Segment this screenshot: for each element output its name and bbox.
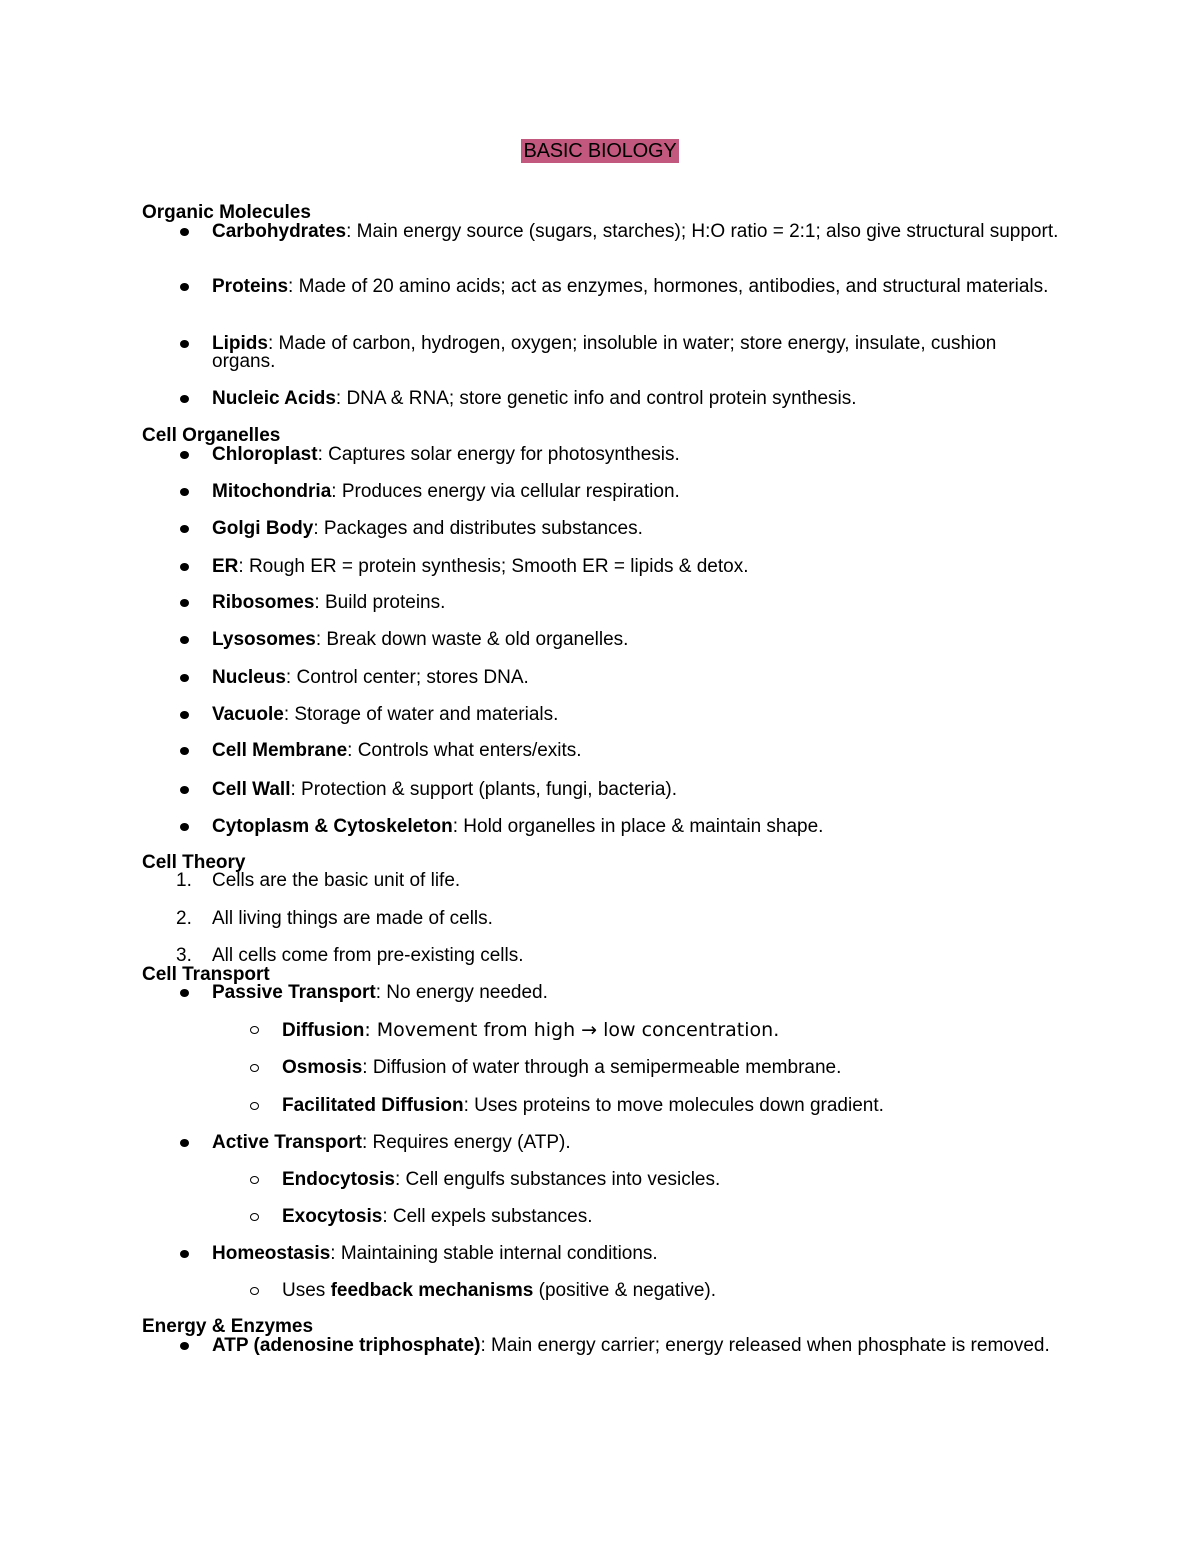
bullet-icon: [176, 223, 200, 241]
definition: : Movement from high → low concentration.: [364, 1019, 780, 1041]
definition: : Cell expels substances.: [382, 1206, 593, 1227]
sub-item-endocytosis: [282, 1171, 1062, 1189]
list-item-proteins: [212, 278, 1062, 296]
term: Carbohydrates: [212, 221, 347, 242]
definition: : Diffusion of water through a semipermeable membrane.: [362, 1057, 842, 1078]
bullet-icon: [176, 594, 200, 612]
term: Active Transport: [212, 1132, 362, 1153]
circle-bullet-icon: [246, 1097, 270, 1115]
definition: : Control center; stores DNA.: [285, 667, 529, 688]
list-item-homeostasis: [212, 1245, 1062, 1263]
list-item-lipids: [212, 335, 1062, 371]
bullet-icon: [176, 278, 200, 296]
term: Chloroplast: [212, 444, 318, 465]
definition: : Captures solar energy for photosynthesis.: [317, 444, 680, 465]
bullet-icon: [176, 742, 200, 760]
list-number: 1.: [176, 870, 192, 891]
bullet-icon: [176, 390, 200, 408]
definition: : Made of carbon, hydrogen, oxygen; insoluble in water; store energy, insulate, cushion organs.: [212, 333, 997, 372]
term: Nucleus: [212, 667, 286, 688]
list-item-active-transport: [212, 1134, 1062, 1152]
definition: : Produces energy via cellular respiration.: [331, 481, 680, 502]
definition: : Rough ER = protein synthesis; Smooth ER = lipids & detox.: [238, 556, 749, 577]
term: Facilitated Diffusion: [282, 1095, 464, 1116]
term: feedback mechanisms: [330, 1280, 534, 1301]
definition: : Main energy source (sugars, starches); H:O ratio = 2:1; also give structural support.: [346, 221, 1059, 242]
bullet-icon: [176, 1337, 200, 1355]
numbered-item-1: [176, 870, 1062, 891]
list-item-cell-membrane: [212, 742, 1062, 760]
list-item-nucleic-acids: [212, 390, 1062, 408]
heading-cell-transport: Cell Transport: [142, 964, 270, 985]
list-item-cytoplasm-cytoskeleton: [212, 818, 1062, 836]
list-item-cell-wall: [212, 781, 1062, 799]
definition: : Controls what enters/exits.: [347, 740, 582, 761]
term: Vacuole: [212, 704, 284, 725]
definition: : Break down waste & old organelles.: [315, 629, 629, 650]
circle-bullet-icon: [246, 1021, 270, 1039]
bullet-icon: [176, 483, 200, 501]
term: ER: [212, 556, 239, 577]
term: Passive Transport: [212, 982, 376, 1003]
bullet-icon: [176, 984, 200, 1002]
list-item-lysosomes: [212, 631, 1062, 649]
term: Proteins: [212, 276, 289, 297]
term: Osmosis: [282, 1057, 363, 1078]
bullet-icon: [176, 631, 200, 649]
list-item-nucleus: [212, 669, 1062, 687]
list-item-er: [212, 558, 1062, 576]
bullet-icon: [176, 520, 200, 538]
definition: : Cell engulfs substances into vesicles.: [394, 1169, 721, 1190]
definition: : Maintaining stable internal conditions.: [330, 1243, 658, 1264]
circle-bullet-icon: [246, 1282, 270, 1300]
term: Endocytosis: [282, 1169, 395, 1190]
list-item-vacuole: [212, 706, 1062, 724]
circle-bullet-icon: [246, 1171, 270, 1189]
list-item-golgi-body: [212, 520, 1062, 538]
sub-item-feedback-mechanisms: [282, 1282, 1062, 1300]
title-wrap: [0, 139, 1200, 163]
definition: : Main energy carrier; energy released when phosphate is removed.: [480, 1335, 1050, 1356]
bullet-icon: [176, 1245, 200, 1263]
numbered-item-3: [176, 945, 1062, 966]
sub-item-diffusion: [282, 1021, 1062, 1040]
definition: : Requires energy (ATP).: [361, 1132, 571, 1153]
definition: : DNA & RNA; store genetic info and control protein synthesis.: [335, 388, 857, 409]
list-number: 2.: [176, 908, 192, 929]
numbered-item-2: [176, 908, 1062, 929]
term: Cytoplasm & Cytoskeleton: [212, 816, 453, 837]
definition: (positive & negative).: [533, 1280, 717, 1301]
heading-organic-molecules: Organic Molecules: [142, 202, 311, 223]
sub-item-facilitated-diffusion: [282, 1097, 1062, 1115]
list-item-atp: [212, 1337, 1062, 1355]
bullet-icon: [176, 446, 200, 464]
term: ATP (adenosine triphosphate): [212, 1335, 481, 1356]
item-text: All cells come from pre-existing cells.: [212, 945, 524, 966]
term: Exocytosis: [282, 1206, 383, 1227]
definition: : Protection & support (plants, fungi, bacteria).: [290, 779, 678, 800]
list-number: 3.: [176, 945, 192, 966]
bullet-icon: [176, 781, 200, 799]
term: Nucleic Acids: [212, 388, 336, 409]
bullet-icon: [176, 558, 200, 576]
term: Mitochondria: [212, 481, 332, 502]
list-item-passive-transport: [212, 984, 1062, 1002]
list-item-chloroplast: [212, 446, 1062, 464]
definition: : Made of 20 amino acids; act as enzymes, hormones, antibodies, and structural materials.: [288, 276, 1049, 297]
item-text: All living things are made of cells.: [212, 908, 493, 929]
document-title: BASIC BIOLOGY: [523, 140, 677, 162]
term: Cell Membrane: [212, 740, 348, 761]
sub-item-osmosis: [282, 1059, 1062, 1077]
term: Homeostasis: [212, 1243, 331, 1264]
definition: : No energy needed.: [375, 982, 548, 1003]
circle-bullet-icon: [246, 1208, 270, 1226]
bullet-icon: [176, 818, 200, 836]
list-item-mitochondria: [212, 483, 1062, 501]
circle-bullet-icon: [246, 1059, 270, 1077]
definition: : Hold organelles in place & maintain shape.: [452, 816, 824, 837]
term: Diffusion: [282, 1020, 365, 1041]
sub-item-exocytosis: [282, 1208, 1062, 1226]
list-item-ribosomes: [212, 594, 1062, 612]
bullet-icon: [176, 669, 200, 687]
term: Golgi Body: [212, 518, 314, 539]
prefix: Uses: [282, 1280, 331, 1301]
bullet-icon: [176, 1134, 200, 1152]
item-text: Cells are the basic unit of life.: [212, 870, 461, 891]
list-item-carbohydrates: [212, 223, 1062, 241]
definition: : Build proteins.: [314, 592, 446, 613]
definition: : Uses proteins to move molecules down gradient.: [463, 1095, 884, 1116]
heading-cell-theory: Cell Theory: [142, 852, 246, 873]
bullet-icon: [176, 335, 200, 353]
term: Cell Wall: [212, 779, 291, 800]
bullet-icon: [176, 706, 200, 724]
term: Ribosomes: [212, 592, 315, 613]
term: Lipids: [212, 333, 268, 354]
definition: : Storage of water and materials.: [283, 704, 559, 725]
definition: : Packages and distributes substances.: [313, 518, 643, 539]
term: Lysosomes: [212, 629, 316, 650]
heading-cell-organelles: Cell Organelles: [142, 425, 281, 446]
heading-energy-enzymes: Energy & Enzymes: [142, 1316, 314, 1337]
